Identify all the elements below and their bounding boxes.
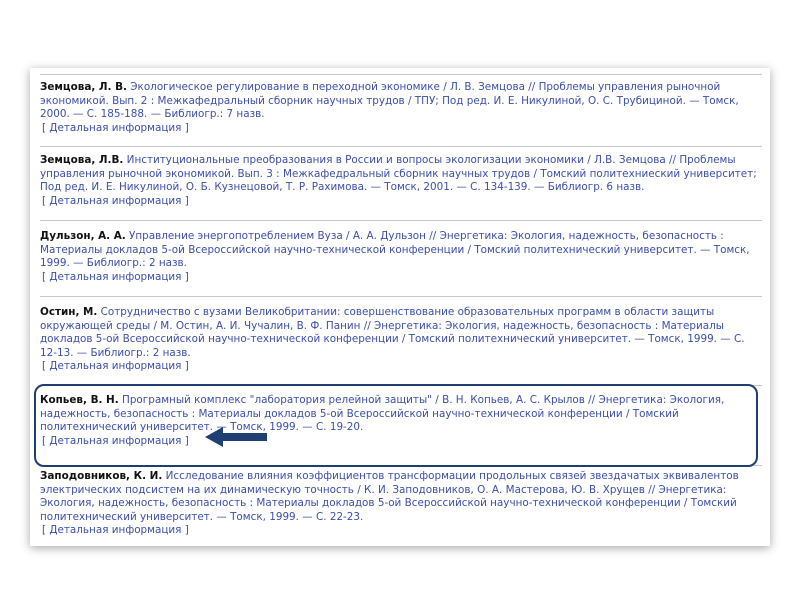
record-author[interactable]: Заподовников, К. И.	[40, 470, 163, 482]
record-1	[40, 81, 758, 135]
record-3	[40, 230, 758, 284]
arrow-left-icon	[205, 426, 269, 448]
record-4	[40, 306, 758, 374]
details-link[interactable]: [ Детальная информация ]	[42, 434, 189, 447]
record-author[interactable]: Остин, М.	[40, 306, 98, 318]
record-description: Сотрудничество с вузами Великобритании: совершенствование образовательных программ в области защиты окружающей среды / М. Остин, А. И. Чучалин, В. Ф. Панин // Энергетика: Экология, надежность, безопасность : Материалы докладов 5-ой Всероссийской научно-технической конференции / Томский политехнический университет. — Томск, 1999. — С. 12-13. — Библиогр.: 2 назв.	[40, 306, 745, 359]
record-separator	[40, 220, 762, 221]
record-description: Исследование влияния коэффициентов трансформации продольных связей звездачатых эквивалентов электрических подсистем на их динамическую точность / К. И. Заподовников, О. А. Мастерова, Ю. В. Хрущев // Энергетика: Экология, надежность, безопасность : Материалы докладов 5-ой Всероссийской научно-технической конференции / Томский политехнический университет. — Томск, 1999. — С. 22-23.	[40, 470, 739, 523]
details-link[interactable]: [ Детальная информация ]	[42, 121, 189, 134]
record-description: Институциональные преобразования в России и вопросы экологизации экономики / Л.В. Земцова // Проблемы управления рыночной экономикой. Вып. 3 : Межкафедральный сборник научных трудов / Томский политехниеский университет; Под ред. И. Е. Никулиной, О. Б. Кузнецовой, Т. Р. Рахимова. — Томск, 2001. — С. 134-139. — Библиогр. 6 назв.	[40, 154, 757, 194]
record-separator	[40, 296, 762, 297]
record-author[interactable]: Земцова, Л. В.	[40, 81, 127, 93]
highlight-frame	[34, 384, 758, 467]
results-panel	[30, 68, 770, 546]
record-author[interactable]: Дульзон, А. А.	[40, 230, 126, 242]
record-author[interactable]: Копьев, В. Н.	[40, 394, 119, 406]
record-description: Управление энергопотреблением Вуза / А. А. Дульзон // Энергетика: Экология, надежность, безопасность : Материалы докладов 5-ой Всероссийской научно-технической конференции / Томский политехнический университет. — Томск, 1999. — Библиогр.: 2 назв.	[40, 230, 750, 270]
record-separator	[40, 146, 762, 147]
record-description: Програмный комплекс "лаборатория релейной защиты" / В. Н. Копьев, А. С. Крылов // Энергетика: Экология, надежность, безопасность : Материалы докладов 5-ой Всероссийской научно-технической конференции / Томский политехнический университет. — Томск, 1999. — С. 19-20.	[40, 394, 725, 434]
record-author[interactable]: Земцова, Л.В.	[40, 154, 124, 166]
details-link[interactable]: [ Детальная информация ]	[42, 524, 189, 537]
record-separator	[40, 74, 762, 75]
record-description: Экологическое регулирование в переходной экономике / Л. В. Земцова // Проблемы управления рыночной экономикой. Вып. 2 : Межкафедральный сборник научных трудов / ТПУ; Под ред. И. Е. Никулиной, О. С. Трубициной. — Томск, 2000. — С. 185-188. — Библиогр.: 7 назв.	[40, 81, 739, 121]
details-link[interactable]: [ Детальная информация ]	[42, 194, 189, 207]
record-2	[40, 154, 758, 208]
details-link[interactable]: [ Детальная информация ]	[42, 270, 189, 283]
details-link[interactable]: [ Детальная информация ]	[42, 360, 189, 373]
record-6	[40, 470, 758, 538]
